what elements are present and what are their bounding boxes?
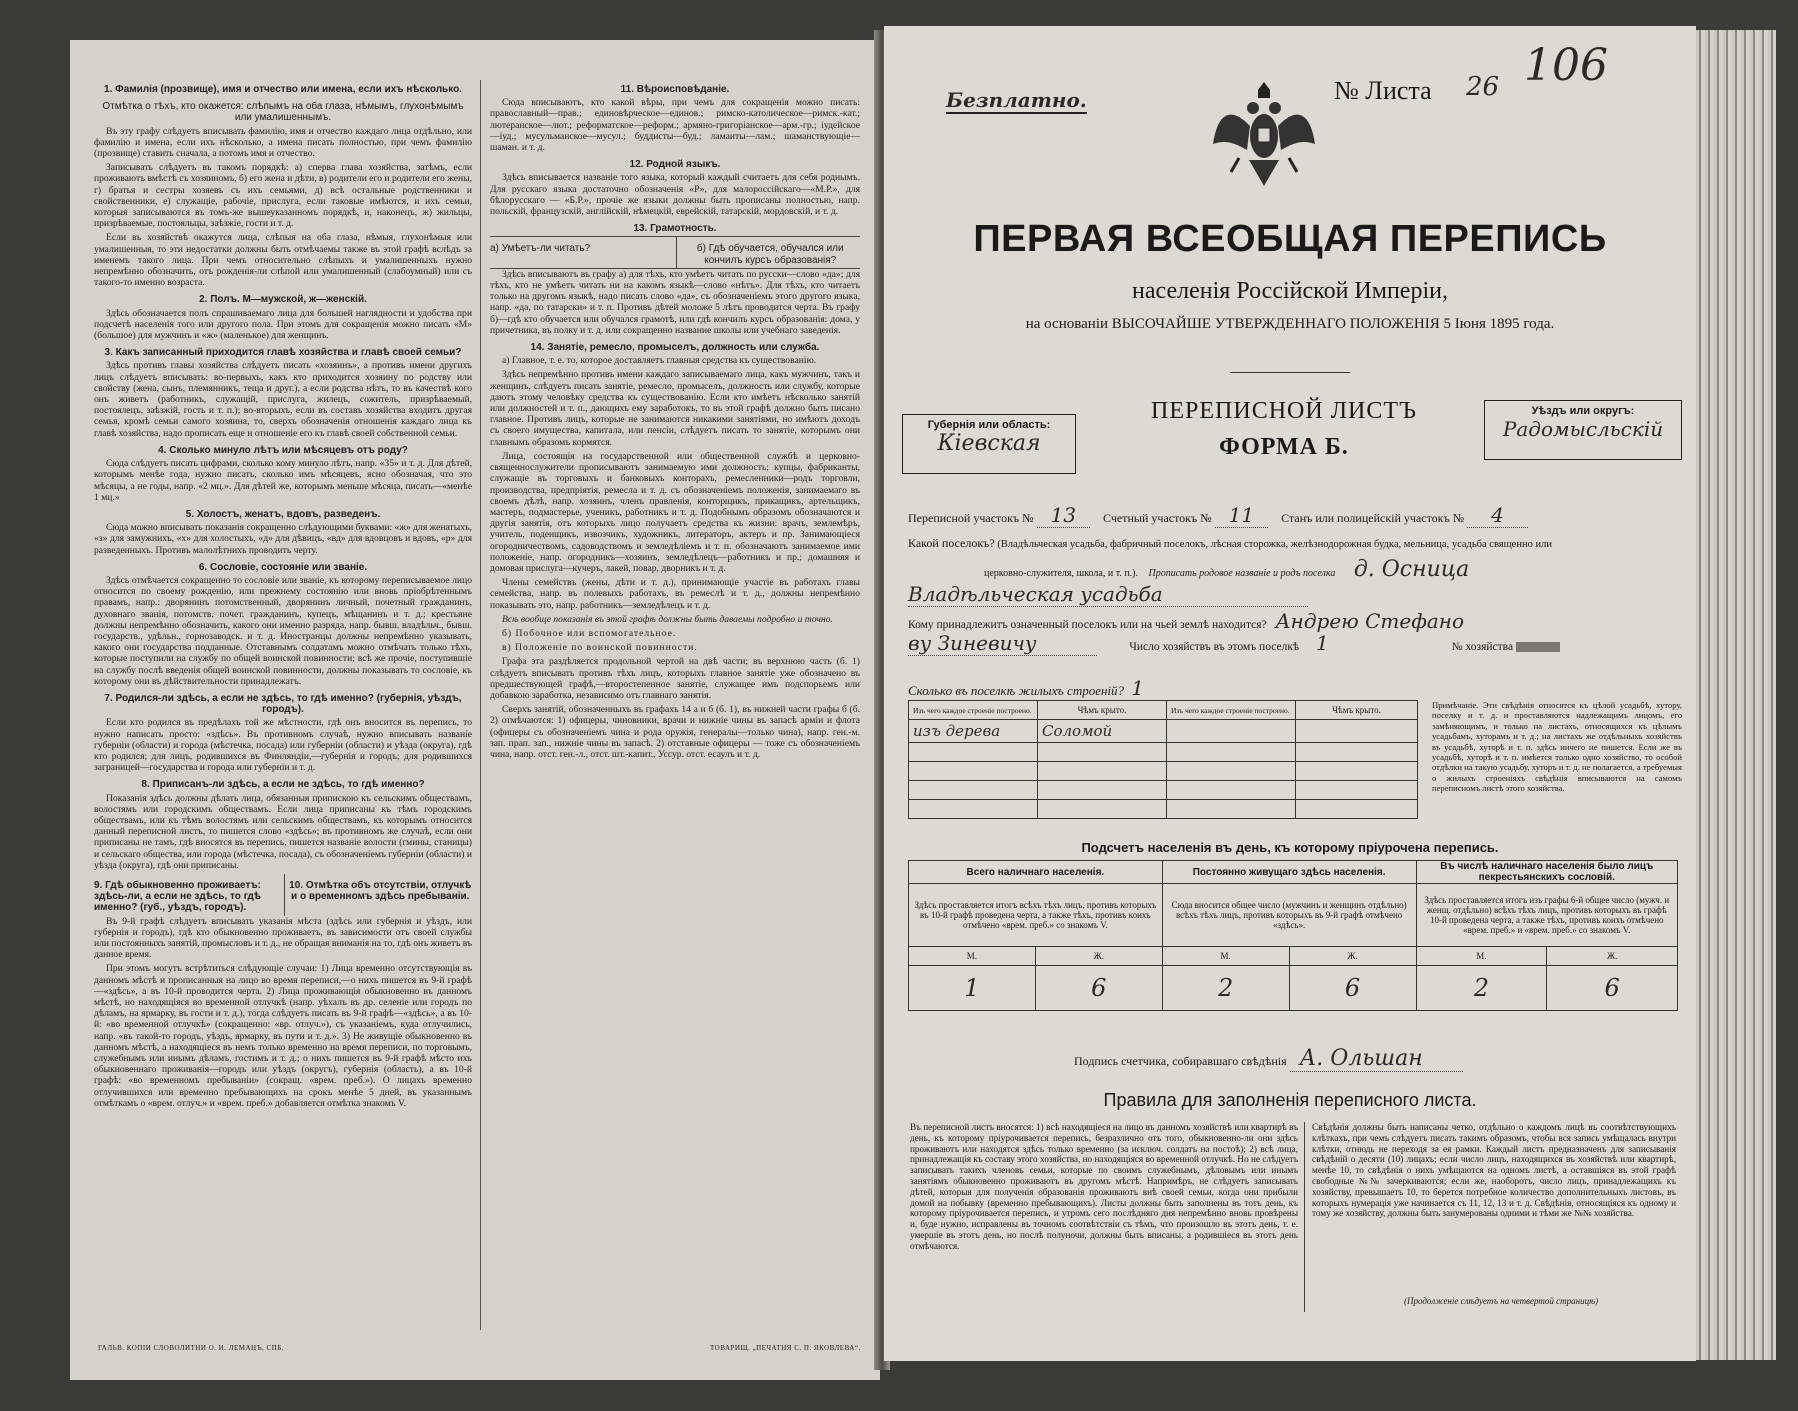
section-5-para-1: Сюда можно вписывать показанія сокращенно слѣдующими буквами: «ж» для женатыхъ, «з» для замужнихъ, «х» для холостыхъ, «д» для дѣвицъ, «вд» для вдовцовъ и вдовъ, «р» для разведенныхъ. Противъ малолѣтнихъ проводить черту. <box>94 522 472 556</box>
sections-9-10-headers <box>94 874 472 916</box>
section-14-para-5: Графа эта раздѣляется продольной чертой на двѣ части; въ верхнюю часть (б. 1) слѣдуетъ вписывать противъ тѣхъ лицъ, которыхъ главное занятіе уже обозначено въ предшествующей графѣ,—второстепенное занятіе, служащее имъ подспорьемъ или добавкою заработка, независимо отъ главнаго занятія. <box>490 656 860 701</box>
section-14-para-4: Члены семействъ (жены, дѣти и т. д.), принимающіе участіе въ работахъ главы семейства, напр. въ полевыхъ работахъ, въ ремеслѣ и т. д., должны непремѣнно показывать это, напр. работникъ—земледѣлецъ и т. д. <box>490 577 860 611</box>
buildings-col-material-2: Изъ чего каждое строеніе построено. <box>1167 701 1296 720</box>
sheet-number-value: 26 <box>1466 72 1500 102</box>
empty-cell <box>909 762 1038 781</box>
section-10-title: 10. Отмѣтка объ отсутствіи, отлучкѣ и о временномъ здѣсь пребываніи. <box>289 880 472 903</box>
empty-cell <box>909 743 1038 762</box>
rules-text-right: Свѣдѣнія должны быть написаны четко, отдѣльно о каждомъ лицѣ въ соотвѣтствующихъ клѣткахъ, при чемъ слѣдуетъ писать такимъ образомъ, чтобы вся запись умѣщалась внутри клѣтки, отнюдь не переходя за ея рамки. Каждый листъ предназначенъ для записыванія свѣдѣній о десяти (10) лицахъ; если число лицъ, находящихся въ хозяйствѣ или квартирѣ, менѣе 10, то свѣдѣнія о нихъ умѣщаются на одномъ листѣ, а оставшіяся въ этой графѣ свободные №№ зачеркиваются; если же, наоборотъ, число лицъ, принадлежащихъ къ хозяйству, превышаетъ 10, то берется потребное количество дополнительныхъ листовъ, въ которыхъ нумерація уже начинается съ 11, 12, 13 и т. д. Свѣдѣнія, относящіяся къ одному и тому же хозяйству, должны быть занумерованы одними и тѣми же №№ хозяйства. <box>1312 1122 1676 1219</box>
district-value: Радомысльскій <box>1502 417 1664 441</box>
section-14-b: б) Побочное или вспомогательное. <box>502 627 677 639</box>
district-label: Уѣздъ или округъ: <box>1531 405 1635 417</box>
empty-cell <box>1167 800 1296 819</box>
households-value: 1 <box>1316 631 1329 655</box>
section-4-title: 4. Сколько минуло лѣтъ или мѣсяцевъ отъ роду? <box>158 444 408 456</box>
buildings-col-roof-2: Чѣмъ крыто. <box>1296 701 1418 720</box>
signature-value: А. Ольшан <box>1290 1046 1463 1072</box>
rules-divider <box>1304 1122 1305 1312</box>
police-area-value: 4 <box>1467 503 1528 528</box>
section-14-para-2: Здѣсь непремѣнно противъ имени каждаго записываемаго лица, какъ мужчинъ, такъ и женщинъ, слѣдуетъ писать занятіе, ремесло, промыселъ, должность или службу, которые даютъ этому человѣку средства къ существованію. Если кто имѣетъ нѣсколько занятій или должностей и т. п., дающихъ ему заработокъ, то въ этой графѣ должно быть писано главное. Противъ лицъ, которые не занимаются никакими занятіями, но имѣютъ доходъ съ своего имущества, капитала, или пенсіи, слѣдуетъ писать то занятіе, которымъ они главнымъ образомъ кормятся. <box>490 369 860 448</box>
section-14-para-6: Сверхъ занятій, обозначенныхъ въ графахъ 14 а и б (б. 1), въ нижней части графы б (б. 2) отмѣчаются: 1) офицеры, чиновники, врачи и нижніе чины въ запасѣ арміи и флота (офицеры съ обозначеніемъ чина и рода оружія, генералы—только чина), напр. ген.-м. зап. прап. зап., нижніе чины въ запасѣ. 2) отставные офицеры — тоже съ обозначеніемъ чина, напр. отст. ген.-л., отст. шт.-капит., Уссур. отст. есаулъ и т. д. <box>490 704 860 760</box>
right-page-census-form <box>884 26 1696 1361</box>
settlement-value-2: Владѣльческая усадьба <box>908 582 1308 607</box>
empty-cell <box>1296 720 1418 743</box>
section-14-title: 14. Занятіе, ремесло, промыселъ, должность или служба. <box>530 342 820 354</box>
district-box <box>1484 400 1682 460</box>
archive-number: 106 <box>1524 40 1608 91</box>
male-header: М. <box>909 947 1036 966</box>
building-material-value: изъ дерева <box>909 720 1038 743</box>
imperial-eagle-emblem <box>1209 74 1319 204</box>
empty-cell <box>1167 762 1296 781</box>
female-header: Ж. <box>1035 947 1162 966</box>
empty-cell <box>1038 743 1167 762</box>
section-6-para-1: Здѣсь отмѣчается сокращенно то сословіе или званіе, къ которому переписываемое лицо относится по своему рожденію, или прежнему состоянію или вновь пріобрѣтеннымъ правамъ, напр.: дворянинъ потомственный, дворянинъ личный, почетный гражданинъ, духовнаго званія, потомств. почет. гражданинъ, купецъ, мѣщанинъ и т. д.; крестьяне должны непремѣнно обозначить, какого они именно разряда, напр. бывш. владѣльч., бывш. государств., удѣльн., горнозаводск. и т. д. Иностранцы должны непремѣнно указывать, какого они государства подданные. Отставнымъ солдатамъ можно отмѣчать только тѣхъ, которые поступили на службу по общей воинской повинности; всѣ же прочіе, поступившіе на службу послѣ введенія общей воинской повинности, должны показывать то сословіе, къ которому они въ дѣйствительности принадлежатъ. <box>94 574 472 687</box>
instructions-column-a <box>94 78 472 1112</box>
dwellings-line <box>908 676 1144 700</box>
left-page-instructions <box>70 40 880 1380</box>
section-2-title: 2. Полъ. М—мужской, ж—женскій. <box>199 294 367 306</box>
section-1-para-2: Записывать слѣдуетъ въ такомъ порядкѣ: а) сперва глава хозяйства, затѣмъ, если проживаютъ вмѣстѣ съ хозяиномъ, б) его жена и дѣти, в) родители его и родители его жены, г) братья и сестры хозяевъ съ ихъ семьями, д) всѣ остальные родственники и свойственники, е) служащіе, рабочіе, прислуга, если таковые имѣются, и ихъ семьи, которыя записываются въ томъ-же вышеуказанномъ порядкѣ, и, наконецъ, ж) жильцы, призрѣваемые, постояльцы, заѣзжіе, гости и т. д. <box>94 162 472 230</box>
section-14-para-1: а) Главное, т. е. то, которое доставляетъ главныя средства къ существованію. <box>502 355 817 367</box>
printer-credit-left: ГАЛЬВ. КОПІИ СЛОВОЛИТНИ О. И. ЛЕМАНЪ, СПБ. <box>98 1344 285 1352</box>
empty-cell <box>1296 762 1418 781</box>
count-title: Подсчетъ населенія въ день, къ которому пріурочена перепись. <box>1081 840 1499 855</box>
owner-label: Кому принадлежитъ означенный поселокъ или на чьей землѣ находится? <box>908 619 1267 631</box>
section-13-title: 13. Грамотность. <box>633 223 717 235</box>
empty-cell <box>1296 800 1418 819</box>
population-count-table <box>908 860 1678 1011</box>
printer-credit-right: ТОВАРИЩ. „ПЕЧАТНЯ С. П. ЯКОВЛЕВА“. <box>710 1344 861 1352</box>
empty-cell <box>1296 781 1418 800</box>
settlement-hint-1: (Владѣльческая усадьба, фабричный поселокъ, лѣсная сторожка, желѣзнодорожная будка, мельница, усадьба священно или <box>997 539 1552 550</box>
section-4-para-1: Сюда слѣдуетъ писать цифрами, сколько кому минуло лѣтъ, напр. «35» и т. д. Для дѣтей, которымъ менѣе года, нужно писать, сколько имъ мѣсяцевъ, ясно обозначая, что это мѣсяцы, а не годы, напр. «2 мц.». Для дѣтей же, которымъ меньше мѣсяца, писать—«менѣе 1 мц.» <box>94 458 472 503</box>
settlement-hint-2: церковно-служителя, школа, и т. п.). <box>984 568 1138 579</box>
dwellings-value: 1 <box>1131 676 1145 700</box>
owner-line <box>908 609 1688 633</box>
settlement-hint-3: Прописать родовое названіе и родъ поселка <box>1148 568 1336 579</box>
section-1-para-1: Въ эту графу слѣдуетъ вписывать фамилію, имя и отчество каждаго лица отдѣльно, или фамилію и имена, если ихъ нѣсколько, а имена писать полностью, при чемъ фамилію (прозвище) ставить сначала, а потомъ имя и отчество. <box>94 125 472 160</box>
section-9-para-2: При этомъ могутъ встрѣтиться слѣдующіе случаи: 1) Лица временно отсутствующія въ данномъ мѣстѣ и прописанныя на лицо во время переписи,—о нихъ пишется въ 9-й графѣ—«здѣсь», а въ 10-й проводится черта. 2) Лица проживающія обыкновенно въ данномъ мѣстѣ, но находящіяся во временной отлучкѣ (напр. уѣхалъ въ др. селеніе или городъ по дѣламъ, на ярмарку, въ гости и т. д.), тогда слѣдуетъ писать въ 9-й графѣ—«здѣсь», а въ 10-й: «во временной отлучкѣ» (сокращенно: «вр. отлуч.»), съ указаніемъ, куда отлучились, напр. «въ такой-то городъ, уѣздъ, ярмарку, въ пути и т. д.». 3) Не живущіе обыкновенно въ данномъ мѣстѣ, а находящіеся въ немъ только временно на время переписи, по торговымъ, служебнымъ или инымъ дѣламъ, гостимъ и т. д.; о нихъ пишется въ 9-й графѣ мѣсто ихъ обыкновеннаго проживанія—городъ или уѣздъ (округъ), губернія (область), а въ 10-й графѣ: «во временномъ пребываніи» (сокращ. «врем. преб.»). О лицахъ временно отлучившихся или временно пребывающихъ на срокъ менѣе 5 дней, въ указаннымъ отмѣткамъ о «врем. отлуч.» и «врем. преб.» добавляется отмѣтка знакомъ V. <box>94 963 472 1109</box>
signature-label: Подпись счетчика, собиравшаго свѣдѣнія <box>1074 1054 1287 1068</box>
section-2-para-1: Здѣсь обозначается полъ спрашиваемаго лица для большей наглядности и удобства при подсчетѣ населенія того или другого пола. При этомъ для сокращенія можно писать «М» (большое) для мужчинъ и «ж» (маленькое) для женщинъ. <box>94 307 472 342</box>
page-stack-edge <box>1696 30 1776 1360</box>
settlement-label: Какой поселокъ? <box>908 536 995 550</box>
buildings-col-roof-1: Чѣмъ крыто. <box>1038 701 1167 720</box>
buildings-col-material-1: Изъ чего каждое строеніе построено. <box>909 701 1038 720</box>
census-title: ПЕРВАЯ ВСЕОБЩАЯ ПЕРЕПИСЬ <box>973 218 1607 260</box>
count-area-label: Счетный участокъ № <box>1103 511 1212 525</box>
household-number-redaction <box>1516 642 1560 652</box>
form-label: ФОРМА Б. <box>1219 434 1349 460</box>
empty-cell <box>1167 720 1296 743</box>
rules-continued-note: (Продолженіе слѣдуетъ на четвертой страницѣ) <box>1404 1296 1599 1306</box>
section-9-para-1: Въ 9-й графѣ слѣдуетъ вписывать указанія мѣста (здѣсь или губернія и уѣздъ, или губернія и городъ), гдѣ кто обыкновенно проживаетъ, въ зависимости отъ своей службы или постоянныхъ занятій, промысловъ и т. д., не обращая вниманія на то, гдѣ онъ живетъ въ данное время. <box>94 915 472 961</box>
count-col2-text: Сюда вносится общее число (мужчинъ и женщинъ отдѣльно) всѣхъ тѣхъ лицъ, противъ которыхъ въ 9-й графѣ отмѣчено «здѣсь». <box>1162 884 1416 947</box>
count-col1-text: Здѣсь проставляется итогъ всѣхъ тѣхъ лицъ, противъ которыхъ въ 10-й графѣ проведена черта, а также тѣхъ, противъ коихъ отмѣчено «врем. преб.» со знакомъ V. <box>909 884 1163 947</box>
police-area-label: Станъ или полицейскій участокъ № <box>1281 511 1465 525</box>
empty-cell <box>1167 743 1296 762</box>
building-roof-value: Соломой <box>1038 720 1167 743</box>
section-5-title: 5. Холостъ, женатъ, вдовъ, разведенъ. <box>185 508 381 520</box>
present-female-count: 6 <box>1035 966 1162 1011</box>
count-col2-title: Постоянно живущаго здѣсь населенія. <box>1162 861 1416 884</box>
count-col1-title: Всего наличнаго населенія. <box>909 861 1163 884</box>
count-col3-text: Здѣсь проставляется итогъ изъ графы 6-й общее число (мужч. и женщ. отдѣльно) всѣхъ тѣхъ лицъ, противъ которыхъ въ графѣ 10-й проведена черта, а также тѣхъ, противъ коихъ отмѣчено «врем. преб.» и «врем. преб.» со знакомъ V. <box>1416 884 1678 947</box>
census-area-label: Переписной участокъ № <box>908 511 1034 525</box>
instructions-column-b <box>490 78 860 763</box>
female-header: Ж. <box>1289 947 1416 966</box>
section-9-title: 9. Гдѣ обыкновенно проживаетъ: здѣсь-ли, а если не здѣсь, то гдѣ именно? (губ., уѣздъ, городъ). <box>94 880 261 914</box>
dwellings-label: Сколько въ поселкѣ жилыхъ строеній? <box>908 683 1125 698</box>
section-7-title: 7. Родился-ли здѣсь, а если не здѣсь, то гдѣ именно? (губернія, уѣздъ, городъ). <box>104 692 462 716</box>
section-14-note: Всѣ вообще показанія въ этой графѣ должны быть даваемы подробно и точно. <box>502 613 833 625</box>
section-8-para-1: Показанія здѣсь должны дѣлать лица, обязанныя припискою къ сельскимъ обществамъ, волостямъ или городскимъ обществамъ. Если лица приписаны къ тѣмъ городскимъ обществамъ, или къ тѣмъ волостямъ или сельскимъ обществамъ, къ которымъ относится данный переписной листъ, то пишется слово «здѣсь»; въ противномъ же случаѣ, если они приписаны не тамъ, гдѣ вносятся въ перепись, пишется названіе волости (гмины, станицы) и сельскаго общества, или города (мѣстечка, посада), съ обозначеніемъ губерніи (области) и уѣзда (округа), гдѣ они приписаны. <box>94 792 473 871</box>
present-male-count: 1 <box>909 966 1036 1011</box>
signature-line <box>1074 1046 1463 1071</box>
owner-value-1: Андрею Стефано <box>1275 609 1465 633</box>
nonpeasant-male-count: 2 <box>1416 966 1547 1011</box>
female-header: Ж. <box>1547 947 1678 966</box>
section-12-para-1: Здѣсь вписывается названіе того языка, который каждый считаетъ для себя роднымъ. Для русскаго языка достаточно обозначенія «Р», для малороссійскаго—«М.Р.», для бѣлорусскаго — «Б.Р.», прочіе же языки должны быть прописаны полностью, напр. польскій, французскій, англійскій, нѣмецкій, еврейскій, татарскій, мордовскій, и т. д. <box>490 172 860 218</box>
section-14-v: в) Положеніе по воинской повинности. <box>502 642 698 654</box>
count-area-value: 11 <box>1215 503 1268 528</box>
section-13-a: а) Умѣетъ-ли читать? <box>490 243 591 255</box>
resident-male-count: 2 <box>1162 966 1289 1011</box>
owner-value-2: ву Зиневичу <box>908 631 1097 656</box>
empty-cell <box>1038 800 1167 819</box>
section-1-title: 1. Фамилія (прозвище), имя и отчество или имена, если ихъ нѣсколько. <box>104 84 462 95</box>
empty-cell <box>1296 743 1418 762</box>
owner-line-2 <box>908 631 1688 655</box>
male-header: М. <box>1162 947 1289 966</box>
section-8-title: 8. Приписанъ-ли здѣсь, а если не здѣсь, то гдѣ именно? <box>141 779 425 791</box>
title-rule <box>1230 372 1350 373</box>
census-subtitle: населенія Россійской Имперіи, <box>1132 278 1448 304</box>
province-label: Губернія или область: <box>927 419 1051 431</box>
province-box <box>902 414 1076 474</box>
buildings-note: Примѣчаніе. Эти свѣдѣнія относятся къ цѣлой усадьбѣ, хутору, поселку и т. д. и проставляются надлежащимъ лицомъ, его замѣняющимъ, и только на листахъ, относящихся къ цѣлымъ усадьбамъ, хуторамъ и т. д.; на листахъ же отдѣльныхъ хозяйствъ въ усадьбѣ, хуторѣ и т. п. здѣсь ничего не пишется. Если же въ усадьбѣ, хуторѣ и т. п. имѣется только одно хозяйство, то особой отдѣлки на такую усадьбу, хуторъ и т. д. не полагается, а требуемыя о жилыхъ строеніяхъ свѣдѣнія вписываются на самомъ переписномъ листѣ этого хозяйства. <box>1432 700 1682 794</box>
section-13-para-1: Здѣсь вписываютъ въ графу а) для тѣхъ, кто умѣетъ читать по русски—слово «да»; для тѣхъ, кто не умѣетъ читать ни на какомъ языкѣ—слово «нѣтъ». Для тѣхъ, кто читаетъ только на другомъ языкѣ, надо писать слово «да», съ обозначеніемъ этого другого языка, напр. «да, по татарски» и т. п. Противъ дѣтей моложе 5 лѣтъ проводится черта. Въ графу б)—гдѣ кто обучается или обучался грамотѣ, или гдѣ кончилъ курсъ образованія: дома, у причетника, въ полку и т. д. или сокращенно название школы или учебнаго заведенія. <box>490 268 860 336</box>
empty-cell <box>909 781 1038 800</box>
section-13-b: б) Гдѣ обучается, обучался или кончилъ курсъ образованія? <box>696 243 844 266</box>
empty-cell <box>909 800 1038 819</box>
sheet-title: ПЕРЕПИСНОЙ ЛИСТЪ <box>1151 398 1417 424</box>
nonpeasant-female-count: 6 <box>1547 966 1678 1011</box>
column-divider <box>480 80 481 1330</box>
section-12-title: 12. Родной языкъ. <box>629 159 721 171</box>
rules-text-left: Въ переписной листъ вносятся: 1) всѣ находящіеся на лицо въ данномъ хозяйствѣ или квартирѣ въ день, къ которому пріурочивается перепись, безразлично отъ того, обыкновенно-ли они здѣсь проживаютъ или находятся здѣсь только временно (за исключ. солдатъ на постоѣ); 2) всѣ лица, принадлежащія къ составу этого хозяйства, но находящіяся во временной отлучкѣ. Но не слѣдуетъ записывать такихъ членовъ семьи, которые по своимъ служебнымъ, дѣловымъ или инымъ занятіямъ обыкновенно проживаютъ въ другомъ мѣстѣ. Напримѣръ, не слѣдуетъ записывать дѣтей, которыя для полученія образованія проживаютъ внѣ своей семьи, когда они прибыли домой на побывку (временно пребывающихъ). Листы должны быть заполнены въ тотъ день, къ которому пріурочивается перепись, и утромъ сего послѣдняго дня непремѣнно вновь провѣрены и, буде нужно, исправлены въ точномъ соотвѣтствіи съ тѣмъ, что произошло въ этотъ день, т. е. умершіе въ этотъ день, но послѣ полуночи, должны быть вписаны, а родившіеся въ этотъ день отмѣчаются. <box>910 1122 1298 1251</box>
section-6-title: 6. Сословіе, состояніе или званіе. <box>198 561 368 573</box>
section-3-para-1: Здѣсь противъ главы хозяйства слѣдуетъ писать «хозяинъ», а противъ имени другихъ лицъ слѣдуетъ вписывать: во-первыхъ, какъ кто приходится хозяину по родству или свойству (жена, сынъ, племянникъ, теща и друг.), а если родства нѣтъ, то въ качествѣ кого онъ живетъ (работникъ, служащій, прислуга, жилецъ, сожитель, призрѣваемый, постоялецъ, заѣзжій, гость и т. п.); во-вторыхъ, если въ составъ хозяйства входитъ другая семья, кромѣ семьи самого хозяина, то, сверхъ обозначенія отношенія каждаго лица къ главѣ хозяйства, надо прописать еще и отношеніе его къ главѣ своей собственной семьи. <box>94 360 472 439</box>
sheet-number-label: № Листа <box>1334 76 1432 105</box>
section-11-title: 11. Вѣроисповѣданіе. <box>620 84 730 95</box>
settlement-line <box>908 538 1678 550</box>
section-7-para-1: Если кто родился въ предѣлахъ той же мѣстности, гдѣ онъ вносится въ перепись, то нужно написать просто: «здѣсь». Въ противномъ случаѣ, нужно вписывать названіе губерніи (области) и города (мѣстечка, посада) или губерніи (области) и уѣзда (округа), гдѣ кто родился; для лицъ, родившихся въ Финляндіи,—губернія и городъ; для родившихся заграницей—государства и города или губерніи и т. д. <box>94 717 472 774</box>
count-col3-title: Въ числѣ наличнаго населенія было лицъ пекрестьянскихъ сословій. <box>1416 861 1678 884</box>
households-label: Число хозяйствъ въ этомъ поселкѣ <box>1129 641 1300 653</box>
section-11-para-1: Сюда вписываютъ, кто какой вѣры, при чемъ для сокращенія можно писать: православный—прав.; единовѣрческое—единов.; римско-католическое—римск.-кат.; лютеранское—лют.; реформатское—реформ.; армяно-григоріанское—арм.-гр.; іудейское—іуд.; мусульманское—мусул.; буддисты—буд.; ламаиты—лам.; шаманствующіе—шаман. и т. д. <box>490 97 860 154</box>
buildings-table <box>908 700 1418 819</box>
rules-title: Правила для заполненія переписного листа. <box>1103 1090 1477 1110</box>
settlement-value-1: д. Осница <box>1353 557 1470 582</box>
male-header: М. <box>1416 947 1547 966</box>
section-13-subheaders <box>490 236 860 268</box>
household-number-label: № хозяйства <box>1451 641 1514 653</box>
section-3-title: 3. Какъ записанный приходится главѣ хозяйства и главѣ своей семьи? <box>104 347 462 359</box>
section-1-para-3: Если въ хозяйствѣ окажутся лица, слѣпыя на оба глаза, нѣмыя, глухонѣмыя или умалишенныя, то эти недостатки должны быть отмѣчаемы также въ этой графѣ вслѣдъ за именемъ такого лица. При чемъ относительно слѣпыхъ и умалишенныхъ нужно непремѣнно обозначить, отъ рожденія-ли слѣпой или умалишенный (слабоумный) или съ такого-то именно возраста. <box>94 232 472 289</box>
section-1-subtitle: Отмѣтка о тѣхъ, кто окажется: слѣпымъ на оба глаза, нѣмымъ, глухонѣмымъ или умалишеннымъ. <box>102 101 464 124</box>
census-area-value: 13 <box>1037 503 1090 528</box>
free-label: Безплатно. <box>946 88 1087 112</box>
empty-cell <box>1167 781 1296 800</box>
section-14-para-3: Лица, состоящія на государственной или общественной службѣ и церковно-священнослужители прописываютъ занимаемую ими должность; купцы, фабриканты, служащіе въ торговыхъ и банковыхъ конторахъ, ремесленники—родъ торговли, производства, предпріятія, ремесла и т. д. съ обозначеніемъ положенія, занимаемаго въ своемъ дѣлѣ, напр. хозяинъ, членъ правленія, конторщикъ, прикащикъ, артельщикъ, мастеръ, подмастерье, ученикъ, работникъ и т. д. Подобнымъ образомъ обозначаются и другія занятія, отъ которыхъ лицо получаетъ средства къ жизни: врачъ, землемѣръ, учитель, поденщикъ, извозчикъ, художникъ, литераторъ, актеръ и пр. Занимающіеся огородничествомъ, садоводствомъ и земледѣліемъ и т. п. обозначаютъ занимаемое ими положеніе, напр. огородникъ—хозяинъ, земледѣлецъ—работникъ и пр.; домашняя и домовая прислуга—кучеръ, лакей, повар, дворникъ и т. д. <box>490 450 860 574</box>
census-basis: на основаніи ВЫСОЧАЙШЕ УТВЕРЖДЕННАГО ПОЛОЖЕНІЯ 5 Іюня 1895 года. <box>1025 316 1555 332</box>
areas-line <box>908 503 1668 527</box>
empty-cell <box>1038 762 1167 781</box>
settlement-line-2 <box>984 557 1684 582</box>
resident-female-count: 6 <box>1289 966 1416 1011</box>
province-value: Кіевская <box>937 431 1041 456</box>
empty-cell <box>1038 781 1167 800</box>
